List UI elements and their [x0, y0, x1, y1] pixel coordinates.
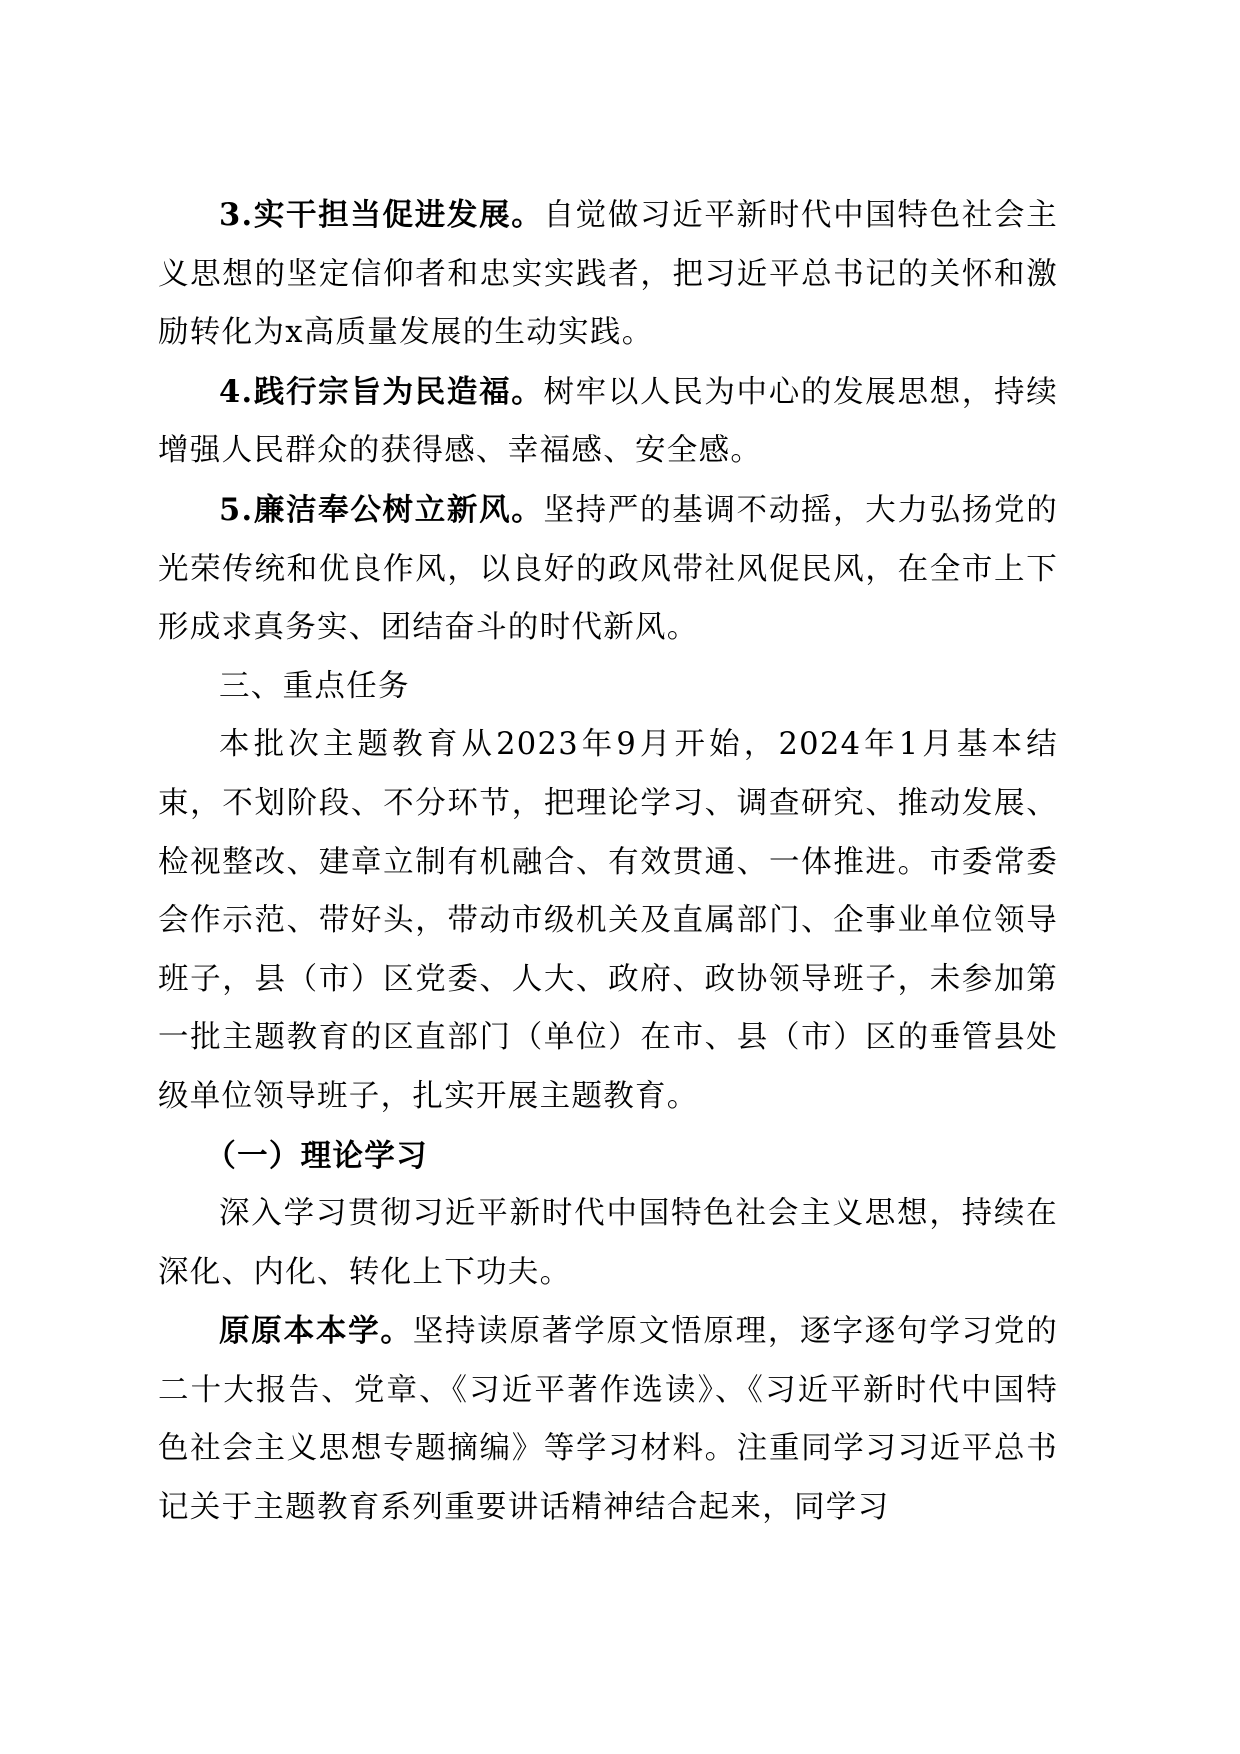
- last-paragraph: [158, 1302, 1058, 1537]
- paragraph-5-heading: 5.廉洁奉公树立新风。: [219, 491, 544, 528]
- paragraph-5-text: 坚持严的基调不动摇，大力弘扬党的光荣传统和优良作风，以良好的政风带社风促民风，在全市上下形成求真务实、团结奋斗的时代新风。: [158, 492, 1058, 646]
- paragraph-3: [158, 186, 1058, 363]
- paragraph-4: [158, 363, 1058, 481]
- paragraph-5: [158, 481, 1058, 658]
- section-heading: 三、重点任务: [219, 668, 410, 704]
- section-intro: 本批次主题教育从2023年9月开始，2024年1月基本结束，不划阶段、不分环节，把理论学习、调查研究、推动发展、检视整改、建章立制有机融合、有效贯通、一体推进。市委常委会作示范、带好头，带动市级机关及直属部门、企事业单位领导班子，县（市）区党委、人大、政府、政协领导班子，未参加第一批主题教育的区直部门（单位）在市、县（市）区的垂管县处级单位领导班子，扎实开展主题教育。: [158, 727, 1058, 1114]
- paragraph-3-text: 自觉做习近平新时代中国特色社会主义思想的坚定信仰者和忠实实践者，把习近平总书记的关怀和激励转化为x高质量发展的生动实践。: [158, 198, 1058, 351]
- paragraph-4-text: 树牢以人民为中心的发展思想，持续增强人民群众的获得感、幸福感、安全感。: [158, 374, 1058, 469]
- subsection-heading: （一）理论学习: [205, 1137, 428, 1174]
- paragraph-3-heading: 3.实干担当促进发展。: [219, 197, 544, 233]
- document-body: [158, 186, 1058, 1538]
- paragraph-4-heading: 4.践行宗旨为民造福。: [219, 373, 544, 410]
- subsection-intro: 深入学习贯彻习近平新时代中国特色社会主义思想，持续在深化、内化、转化上下功夫。: [158, 1196, 1058, 1290]
- last-paragraph-heading: 原原本本学。: [219, 1313, 413, 1350]
- last-paragraph-text: 坚持读原著学原文悟原理，逐字逐句学习党的二十大报告、党章、《习近平著作选读》、《习近平新时代中国特色社会主义思想专题摘编》等学习材料。注重同学习习近平总书记关于主题教育系列重要讲话精神结合起来，同学习: [158, 1314, 1058, 1526]
